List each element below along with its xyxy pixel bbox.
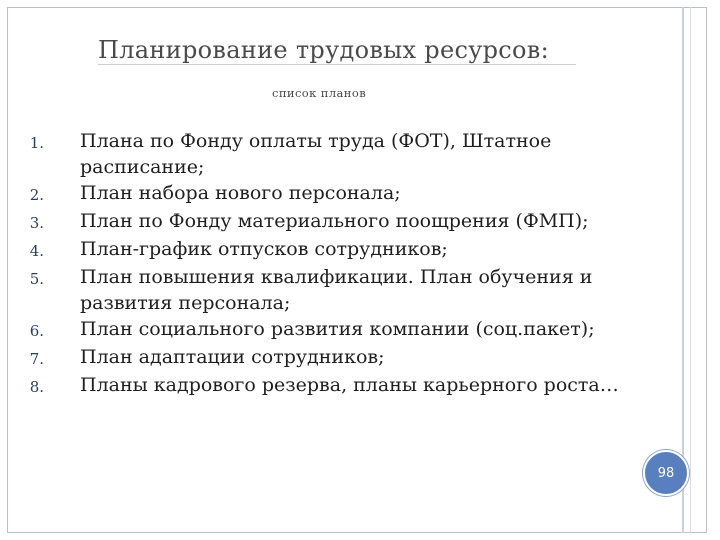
- list-item-number: 5.: [29, 270, 44, 288]
- list-item-number: 8.: [29, 378, 44, 396]
- list-item-text: План социального развития компании (соц.пакет);: [80, 318, 595, 340]
- list-item: [12, 264, 652, 316]
- title-underline: [98, 64, 576, 65]
- list-item-text: Планы кадрового резерва, планы карьерного роста…: [80, 374, 619, 396]
- list-item-number: 2.: [29, 186, 44, 204]
- list-item-text: План повышения квалификации. План обучения и развития персонала;: [80, 266, 593, 314]
- list-item: [12, 372, 652, 400]
- list-item: [12, 208, 652, 236]
- page-number-badge: 98: [643, 450, 689, 496]
- slide-title: Планирование трудовых ресурсов:: [98, 36, 549, 64]
- list-item-text: Плана по Фонду оплаты труда (ФОТ), Штатное расписание;: [80, 130, 552, 178]
- list-item: [12, 316, 652, 344]
- list-item-text: План адаптации сотрудников;: [80, 346, 385, 368]
- list-item-number: 3.: [29, 214, 44, 232]
- list-item-text: План набора нового персонала;: [80, 182, 401, 204]
- list-item-text: План-график отпусков сотрудников;: [80, 238, 448, 260]
- list-item-number: 1.: [29, 134, 44, 152]
- list-item: [12, 344, 652, 372]
- list-item: [12, 180, 652, 208]
- list-item-number: 7.: [29, 350, 44, 368]
- slide-side-bar: [682, 7, 708, 533]
- plan-list: [12, 128, 652, 400]
- list-item: [12, 236, 652, 264]
- list-item-number: 4.: [29, 242, 44, 260]
- list-item-number: 6.: [29, 322, 44, 340]
- list-item-text: План по Фонду материального поощрения (ФМП);: [80, 210, 589, 232]
- slide-subtitle: список планов: [272, 86, 367, 100]
- list-item: [12, 128, 652, 180]
